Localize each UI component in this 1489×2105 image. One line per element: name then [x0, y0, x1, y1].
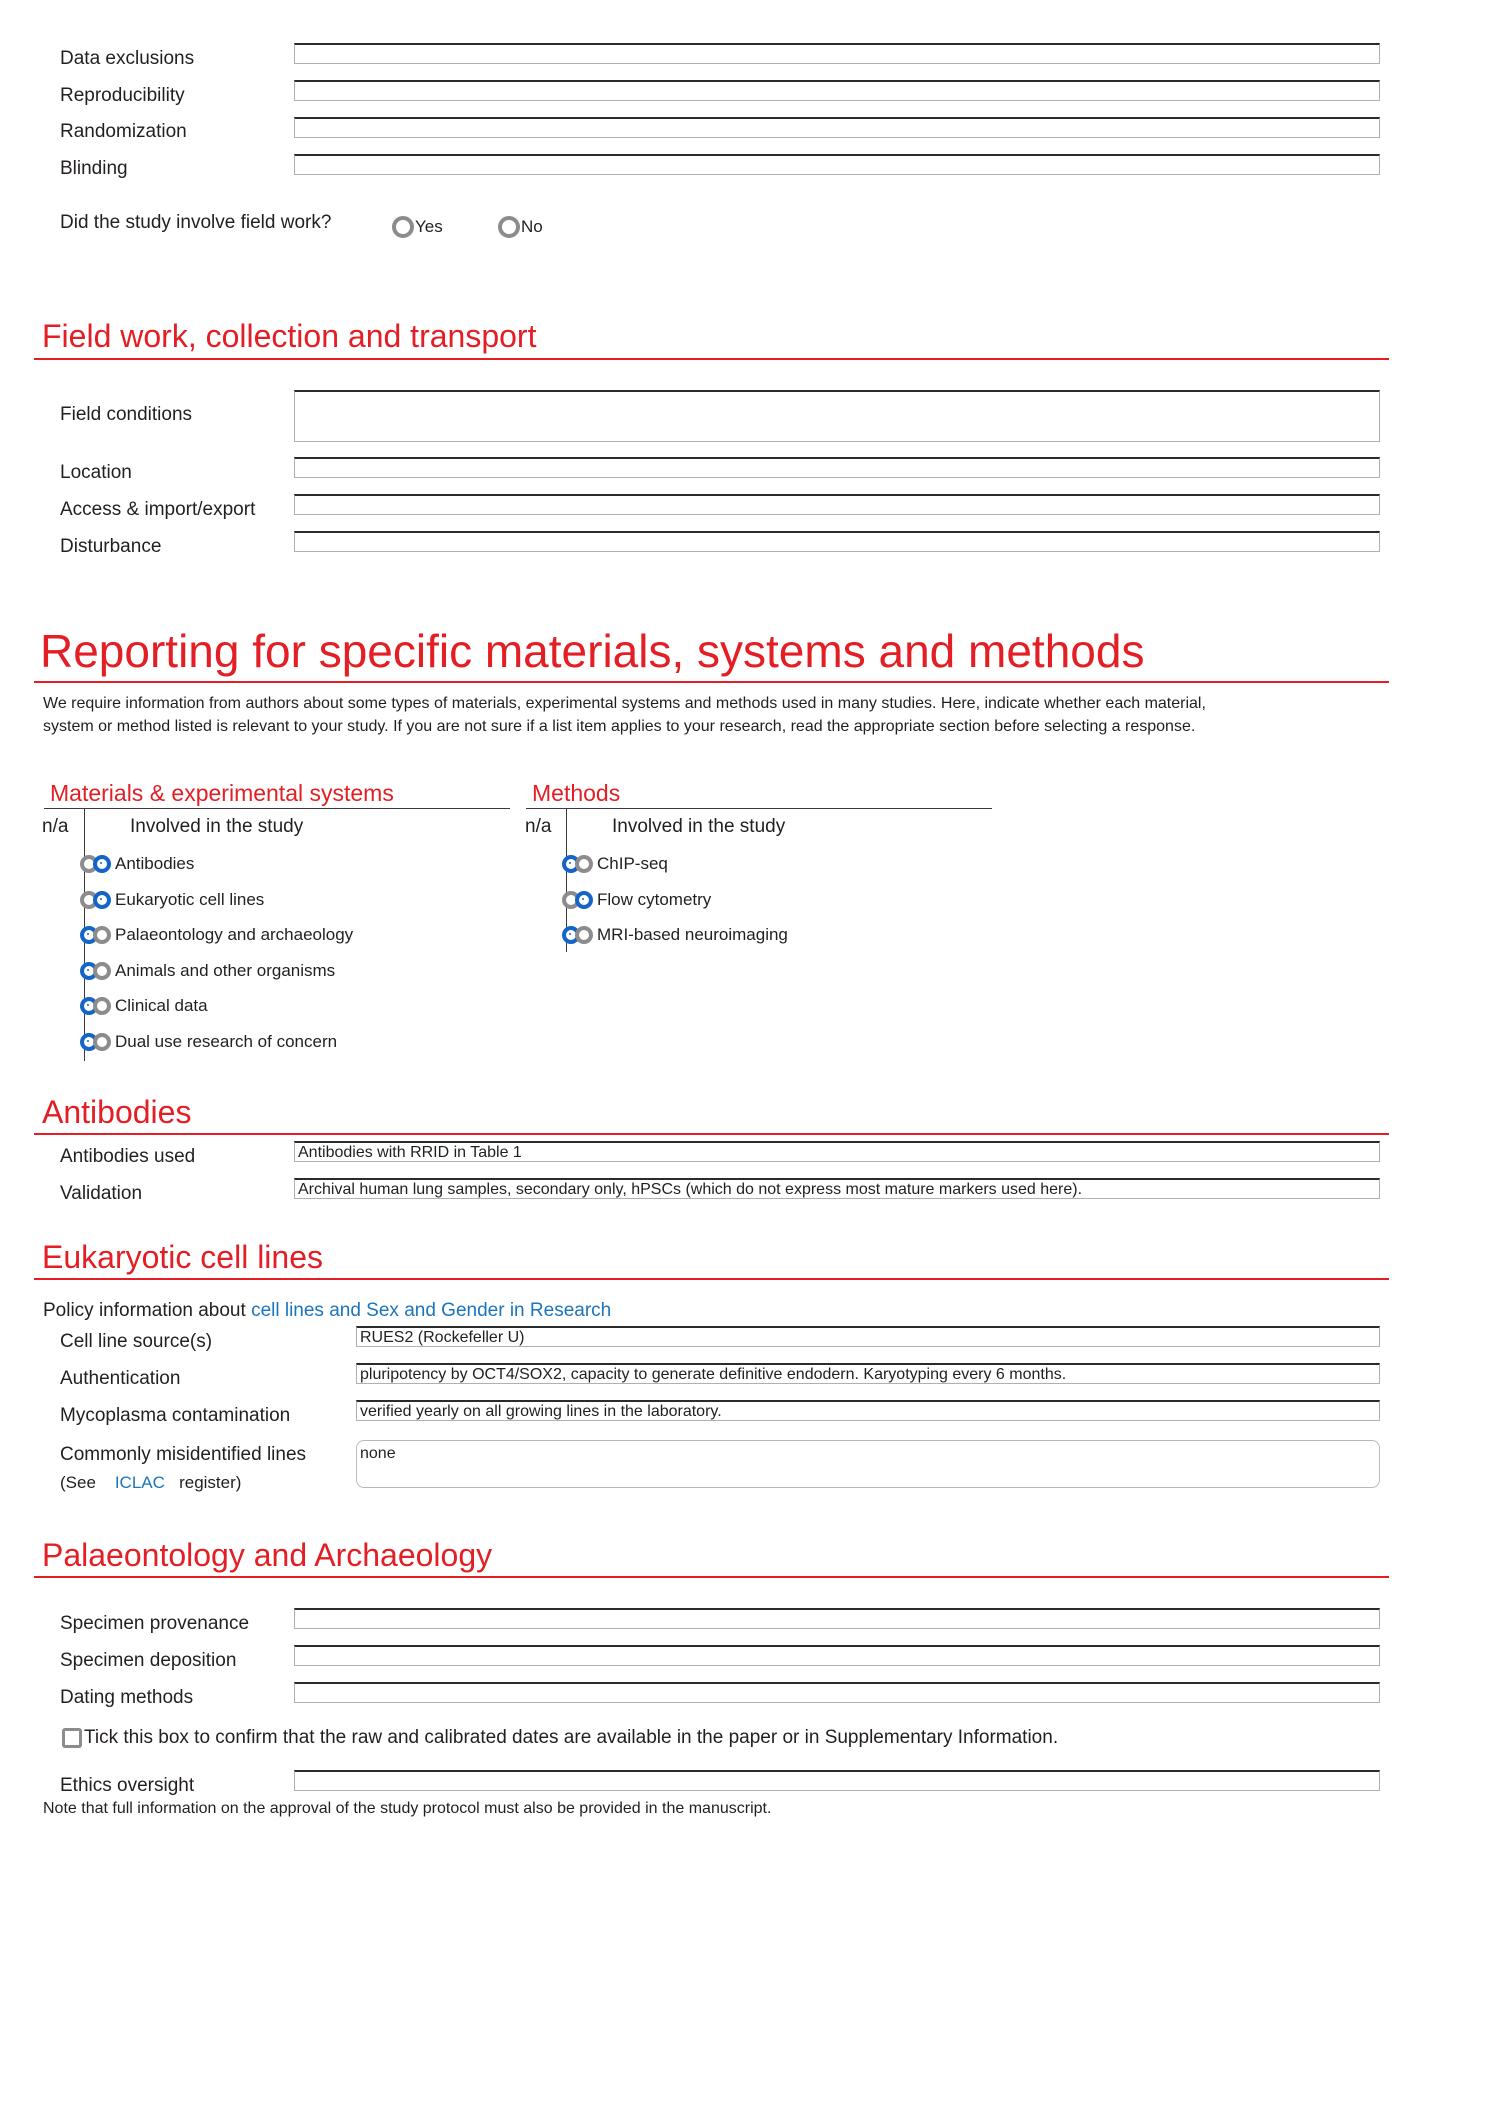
reproducibility-field[interactable] — [294, 80, 1380, 101]
materials-item-label: Eukaryotic cell lines — [115, 889, 265, 909]
antibodies-heading: Antibodies — [42, 1094, 192, 1130]
deposition-label: Specimen deposition — [60, 1650, 237, 1671]
reporting-divider — [34, 681, 1389, 683]
antibodies-used-label: Antibodies used — [60, 1146, 196, 1167]
location-label: Location — [60, 462, 132, 483]
dating-field[interactable] — [294, 1682, 1380, 1703]
ethics-label: Ethics oversight — [60, 1775, 195, 1796]
deposition-field[interactable] — [294, 1645, 1380, 1666]
methods-item-label: MRI-based neuroimaging — [597, 925, 788, 944]
antibodies-divider — [34, 1133, 1389, 1135]
data-exclusions-field[interactable] — [294, 43, 1380, 64]
reproducibility-label: Reproducibility — [60, 85, 185, 106]
misidentified-field[interactable]: none — [356, 1440, 1380, 1488]
materials-item-row — [80, 961, 400, 981]
location-field[interactable] — [294, 457, 1380, 478]
mycoplasma-label: Mycoplasma contamination — [60, 1405, 291, 1426]
blinding-field[interactable] — [294, 154, 1380, 175]
materials-item-label: Antibodies — [115, 854, 195, 873]
materials-involved-header: Involved in the study — [130, 816, 304, 837]
ethics-note: Note that full information on the approval of the study protocol must also be provided in the manuscript. — [43, 1800, 772, 1817]
misidentified-label: Commonly misidentified lines — [60, 1444, 307, 1465]
iclac-suffix: register) — [179, 1473, 242, 1492]
blinding-label: Blinding — [60, 158, 128, 179]
reporting-intro-line-2: system or method listed is relevant to your study. If you are not sure if a list item applies to your research, read the appropriate section before selecting a response. — [43, 718, 1196, 735]
reporting-heading: Reporting for specific materials, systems and methods — [40, 625, 1145, 677]
dating-label: Dating methods — [60, 1687, 194, 1708]
materials-item-involved-checkbox[interactable] — [93, 997, 111, 1015]
materials-item-involved-checkbox[interactable] — [93, 926, 111, 944]
palaeo-divider — [34, 1576, 1389, 1578]
randomization-field[interactable] — [294, 117, 1380, 138]
materials-item-row — [80, 854, 400, 874]
materials-item-label: Palaeontology and archaeology — [115, 925, 354, 944]
materials-item-label: Animals and other organisms — [115, 960, 336, 980]
materials-item-involved-checkbox[interactable] — [93, 962, 111, 980]
methods-heading: Methods — [532, 780, 621, 806]
field-work-heading: Field work, collection and transport — [42, 318, 537, 354]
field-work-question: Did the study involve field work? — [60, 212, 332, 233]
authentication-field[interactable]: pluripotency by OCT4/SOX2, capacity to generate definitive endodern. Karyotyping every 6 months. — [356, 1363, 1380, 1384]
iclac-link[interactable]: ICLAC — [114, 1473, 165, 1492]
methods-item-involved-checkbox[interactable] — [575, 891, 593, 909]
randomization-label: Randomization — [60, 121, 187, 142]
policy-link[interactable]: cell lines and Sex and Gender in Research — [251, 1300, 612, 1321]
dates-confirm-text: Tick this box to confirm that the raw and calibrated dates are available in the paper or in Supplementary Information. — [84, 1727, 1059, 1748]
materials-item-label: Dual use research of concern — [115, 1031, 338, 1051]
access-label: Access & import/export — [60, 499, 256, 520]
dates-confirm-checkbox[interactable] — [62, 1728, 82, 1748]
cell-line-source-field[interactable]: RUES2 (Rockefeller U) — [356, 1326, 1380, 1347]
materials-underline — [44, 808, 510, 809]
methods-involved-header: Involved in the study — [612, 816, 786, 837]
materials-na-header: n/a — [42, 816, 69, 837]
materials-item-row — [80, 925, 400, 945]
methods-item-involved-checkbox[interactable] — [575, 855, 593, 873]
policy-info — [43, 1300, 611, 1322]
iclac-note — [60, 1473, 241, 1493]
materials-item-involved-checkbox[interactable] — [93, 855, 111, 873]
antibodies-used-field[interactable]: Antibodies with RRID in Table 1 — [294, 1141, 1380, 1162]
field-conditions-label: Field conditions — [60, 404, 193, 425]
field-conditions-field[interactable] — [294, 390, 1380, 442]
methods-na-header: n/a — [525, 816, 552, 837]
provenance-field[interactable] — [294, 1608, 1380, 1629]
methods-item-row — [562, 925, 882, 945]
field-work-yes-label: Yes — [415, 217, 443, 236]
disturbance-label: Disturbance — [60, 536, 162, 557]
cell-line-source-label: Cell line source(s) — [60, 1331, 213, 1352]
access-field[interactable] — [294, 494, 1380, 515]
materials-item-involved-checkbox[interactable] — [93, 891, 111, 909]
methods-item-row — [562, 890, 882, 910]
materials-item-row — [80, 890, 400, 910]
provenance-label: Specimen provenance — [60, 1613, 250, 1634]
data-exclusions-label: Data exclusions — [60, 48, 195, 69]
validation-field[interactable]: Archival human lung samples, secondary only, hPSCs (which do not express most mature markers used here). — [294, 1178, 1380, 1199]
cell-lines-divider — [34, 1278, 1389, 1280]
methods-underline — [526, 808, 992, 809]
ethics-field[interactable] — [294, 1770, 1380, 1791]
validation-label: Validation — [60, 1183, 143, 1204]
methods-item-label: Flow cytometry — [597, 889, 712, 909]
field-work-divider — [34, 358, 1389, 360]
disturbance-field[interactable] — [294, 531, 1380, 552]
cell-lines-heading: Eukaryotic cell lines — [42, 1239, 323, 1275]
field-work-no-radio[interactable] — [498, 216, 520, 238]
materials-item-label: Clinical data — [115, 996, 208, 1015]
field-work-yes-radio[interactable] — [392, 216, 414, 238]
mycoplasma-field[interactable]: verified yearly on all growing lines in the laboratory. — [356, 1400, 1380, 1421]
reporting-intro-line-1: We require information from authors about some types of materials, experimental systems and methods used in many studies. Here, indicate whether each material, — [43, 695, 1206, 712]
field-work-no-label: No — [521, 217, 543, 236]
methods-item-row — [562, 854, 882, 874]
authentication-label: Authentication — [60, 1368, 181, 1389]
iclac-prefix: (See — [60, 1473, 96, 1492]
methods-item-involved-checkbox[interactable] — [575, 926, 593, 944]
policy-info-prefix: Policy information about — [43, 1300, 252, 1321]
materials-item-row — [80, 996, 400, 1016]
methods-item-label: ChIP-seq — [597, 854, 668, 873]
materials-item-involved-checkbox[interactable] — [93, 1033, 111, 1051]
palaeo-heading: Palaeontology and Archaeology — [42, 1537, 493, 1573]
materials-item-row — [80, 1032, 400, 1052]
materials-heading: Materials & experimental systems — [50, 780, 394, 806]
